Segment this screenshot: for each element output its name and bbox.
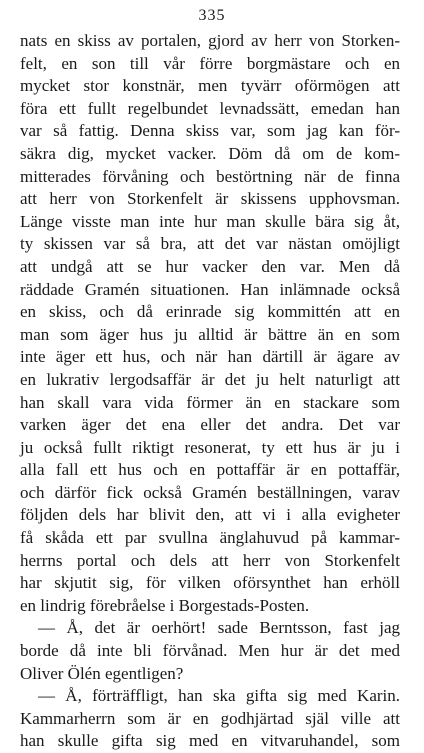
text-line: — Å, det är oerhört! sade Berntsson, fast jag [38,618,400,638]
text-line: felt, en son till vår förre borgmästare och en [20,53,400,73]
text-line: följden dels har blivit den, att vi i alla evigheter [20,505,400,525]
text-line: inte äger ett hus, och när han därtill är ägare av [20,347,400,367]
text-line: att herr von Storkenfelt är skissens upphovsman. [20,189,400,209]
text-line: har skjutit sig, för vilken oförsynthet han erhöll [20,573,400,593]
text-line: en lukrativ lergodsaffär är det ju helt naturligt att [20,369,400,389]
text-line: räddade Gramén situationen. Han inlämnade också [20,279,400,299]
text-line: mycket stor konstnär, men tyvärr oförmögen att [20,76,400,96]
text-line: Länge visste man inte hur man skulle bära sig åt, [20,211,400,231]
text-line: nats en skiss av portalen, gjord av herr von Storken- [20,31,400,50]
text-line: — Å, förträffligt, han ska gifta sig med Karin. [38,686,400,706]
text-line: Kammarherrn som är en godhjärtad själ ville att [20,708,400,728]
text-line: var så fattig. Denna skiss var, som jag kan för- [20,121,400,141]
text-line: Oliver Ölén egentligen? [20,663,184,683]
text-line: få skåda ett par svullna änglahuvud på kammar- [20,528,400,548]
text-line: herrns portal och dels att herr von Storkenfelt [20,550,400,570]
text-line: alla fall ett hus och en pottaffär är en pottaffär, [20,460,400,480]
body-text [20,30,400,753]
text-line: mitterades förvåning och bestörtning när de finna [20,166,400,186]
text-line: varken äger det ena eller det andra. Det var [20,415,400,435]
text-line: och därför fick också Gramén beställningen, varav [20,482,400,502]
text-line: man som äger hus ju alltid är bättre än en som [20,324,400,344]
text-line: en lindrig förebråelse i Borgestads-Posten. [20,595,310,615]
text-line: borde då inte bli förvånad. Men hur är det med [20,641,400,661]
text-line: ty skissen var så bra, att det var nästan omöjligt [20,234,400,254]
text-line: en skiss, och då erinrade sig kommittén att en [20,302,400,322]
text-line: föra ett fullt regelbundet levnadssätt, emedan han [20,98,400,118]
text-line: ju också fullt riktigt resonerat, ty ett hus är ju i [20,437,400,457]
text-line: att undgå att se hur vacker den var. Men då [20,256,400,276]
text-line: han skall vara vida förmer än en stackare som [20,392,400,412]
text-line: säkra dig, mycket vacker. Döm då om de kom- [20,143,400,163]
text-line: han skulle gifta sig med en vitvaruhandel, som [20,731,400,751]
page-number: 335 [198,7,226,24]
